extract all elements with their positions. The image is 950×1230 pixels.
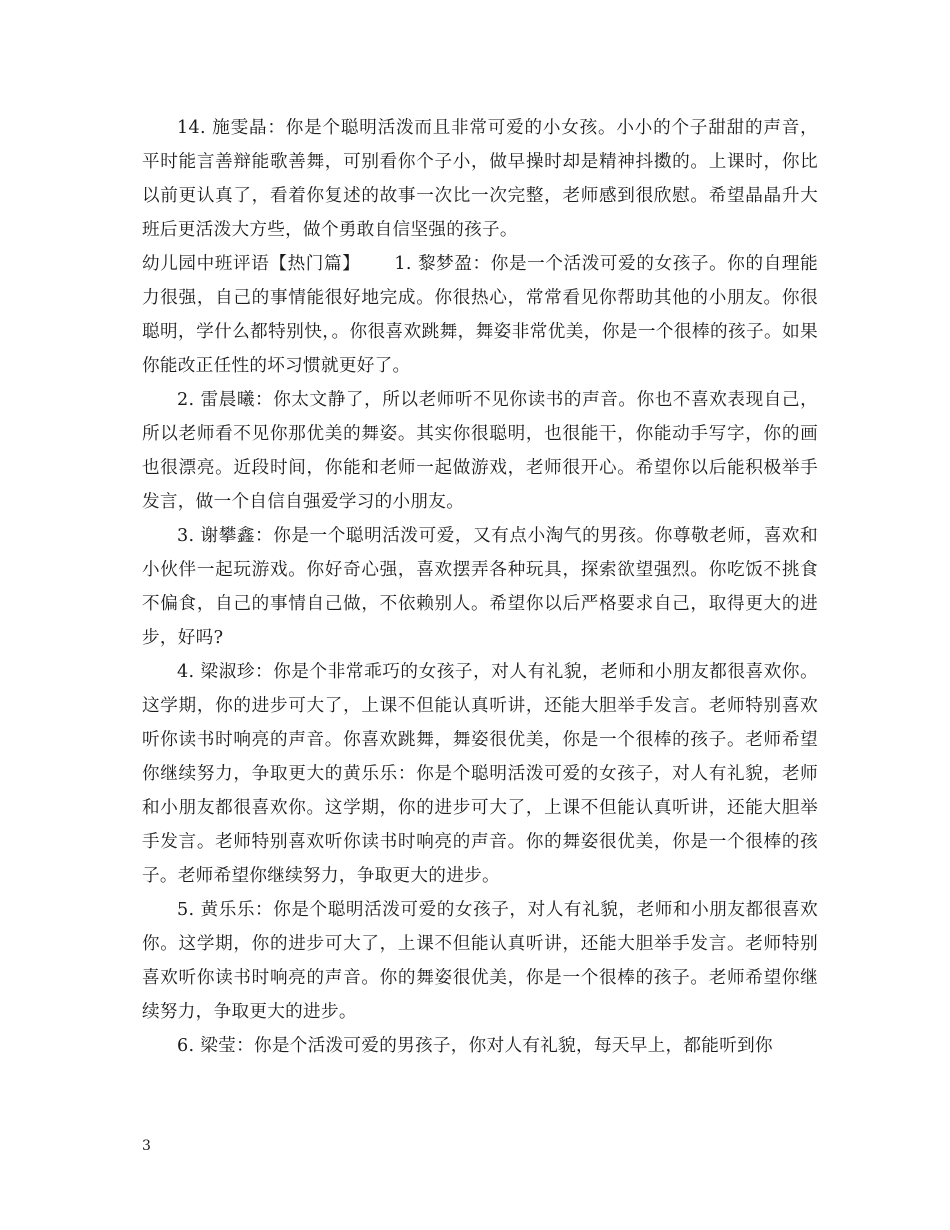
comment-paragraph-1: 1. 黎梦盈：你是一个活泼可爱的女孩子。你的自理能力很强，自己的事情能很好地完成。你很热心，常常看见你帮助其他的小朋友。你很聪明，学什么都特别快，。你很喜欢跳舞，舞姿非常优美，你是一个很棒的孩子。如果你能改正任性的坏习惯就更好了。 (142, 254, 818, 376)
document-body (142, 111, 818, 1063)
comment-paragraph-3: 3. 谢攀鑫：你是一个聪明活泼可爱，又有点小淘气的男孩。你尊敬老师，喜欢和小伙伴一起玩游戏。你好奇心强，喜欢摆弄各种玩具，探索欲望强烈。你吃饭不挑食不偏食，自己的事情自己做，不依赖别人。希望你以后严格要求自己，取得更大的进步，好吗? (142, 526, 818, 648)
comment-paragraph-4: 4. 梁淑珍：你是个非常乖巧的女孩子，对人有礼貌，老师和小朋友都很喜欢你。这学期，你的进步可大了，上课不但能认真听讲，还能大胆举手发言。老师特别喜欢听你读书时响亮的声音。你喜欢跳舞，舞姿很优美，你是一个很棒的孩子。老师希望你继续努力，争取更大的黄乐乐：你是个聪明活泼可爱的女孩子，对人有礼貌，老师和小朋友都很喜欢你。这学期，你的进步可大了，上课不但能认真听讲，还能大胆举手发言。老师特别喜欢听你读书时响亮的声音。你的舞姿很优美，你是一个很棒的孩子。老师希望你继续努力，争取更大的进步。 (142, 662, 818, 886)
comment-paragraph-14: 14. 施雯晶：你是个聪明活泼而且非常可爱的小女孩。小小的个子甜甜的声音，平时能言善辩能歌善舞，可别看你个子小，做早操时却是精神抖擞的。上课时，你比以前更认真了，看着你复述的故事一次比一次完整，老师感到很欣慰。希望晶晶升大班后更活泼大方些，做个勇敢自信坚强的孩子。 (142, 118, 818, 240)
page-number: 3 (142, 1138, 151, 1154)
comment-paragraph-5: 5. 黄乐乐：你是个聪明活泼可爱的女孩子，对人有礼貌，老师和小朋友都很喜欢你。这学期，你的进步可大了，上课不但能认真听讲，还能大胆举手发言。老师特别喜欢听你读书时响亮的声音。你的舞姿很优美，你是一个很棒的孩子。老师希望你继续努力，争取更大的进步。 (142, 900, 818, 1022)
comment-paragraph-2: 2. 雷晨曦：你太文静了，所以老师听不见你读书的声音。你也不喜欢表现自己，所以老师看不见你那优美的舞姿。其实你很聪明，也很能干，你能动手写字，你的画也很漂亮。近段时间，你能和老师一起做游戏，老师很开心。希望你以后能积极举手发言，做一个自信自强爱学习的小朋友。 (142, 390, 818, 512)
section-block (142, 247, 818, 383)
section-heading: 幼儿园中班评语【热门篇】 (142, 254, 361, 274)
comment-paragraph-6: 6. 梁莹：你是个活泼可爱的男孩子，你对人有礼貌，每天早上，都能听到你 (177, 1036, 773, 1056)
